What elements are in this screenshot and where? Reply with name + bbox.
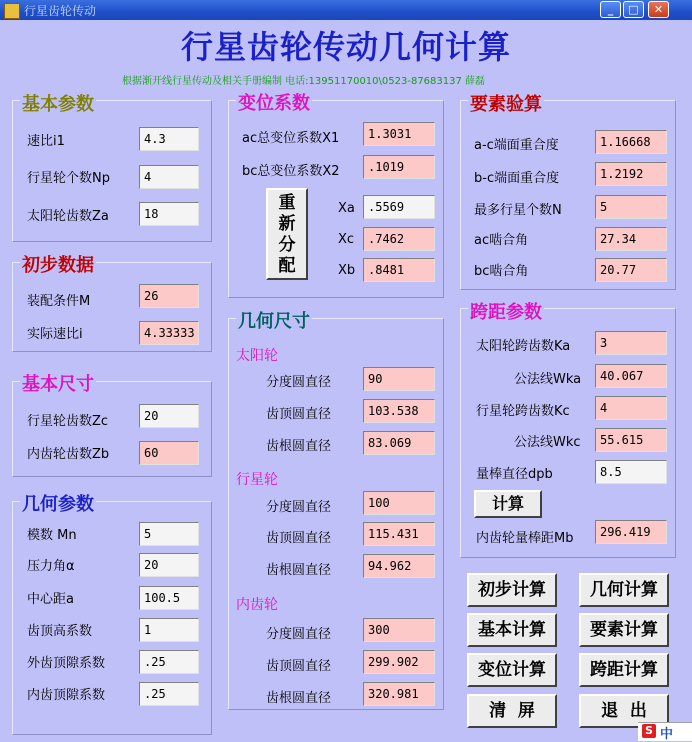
wkc-label: 公法线Wkc (514, 435, 581, 450)
sun-root-dia-output: 83.069 (363, 431, 435, 455)
sun-pitch-dia-label: 分度圆直径 (266, 375, 332, 390)
wka-label: 公法线Wka (514, 372, 582, 387)
basic-calc-button[interactable]: 基本计算 (467, 613, 557, 647)
x1-label: ac总变位系数X1 (242, 131, 340, 146)
ring-tip-dia-output: 299.902 (363, 650, 435, 674)
planet-count-input[interactable]: 4 (139, 165, 199, 189)
planet-gear-label: 行星轮 (236, 472, 278, 488)
planet-tip-dia-label: 齿顶圆直径 (266, 531, 332, 546)
span-title: 跨距参数 (468, 298, 544, 324)
close-button[interactable]: ✕ (648, 1, 669, 18)
ring-root-dia-label: 齿根圆直径 (266, 691, 332, 706)
ac-mesh-angle-output: 27.34 (595, 227, 667, 251)
addendum-coef-input[interactable]: 1 (139, 618, 199, 642)
max-planets-output: 5 (595, 195, 667, 219)
sun-root-dia-label: 齿根圆直径 (266, 439, 332, 454)
ring-pitch-dia-label: 分度圆直径 (266, 627, 332, 642)
title-bar[interactable] (0, 0, 692, 20)
initial-data-title: 初步数据 (20, 251, 96, 277)
ac-contact-ratio-output: 1.16668 (595, 130, 667, 154)
bc-mesh-angle-label: bc啮合角 (474, 264, 529, 279)
shift-calc-button[interactable]: 变位计算 (467, 653, 557, 687)
ext-clearance-input[interactable]: .25 (139, 650, 199, 674)
sun-tip-dia-label: 齿顶圆直径 (266, 407, 332, 422)
planet-count-label: 行星轮个数Np (27, 171, 110, 186)
ratio-label: 速比i1 (27, 134, 65, 149)
wka-output: 40.067 (595, 364, 667, 388)
ring-rod-distance-label: 内齿轮量棒距Mb (476, 531, 574, 546)
ring-teeth-label: 内齿轮齿数Zb (27, 447, 110, 462)
module-input[interactable]: 5 (139, 522, 199, 546)
sun-teeth-input[interactable]: 18 (139, 202, 199, 226)
pressure-angle-input[interactable]: 20 (139, 553, 199, 577)
ime-tray[interactable] (638, 722, 692, 741)
pressure-angle-label: 压力角α (27, 559, 75, 574)
planet-teeth-output: 20 (139, 404, 199, 428)
basic-params-title: 基本参数 (20, 90, 96, 116)
planet-pitch-dia-output: 100 (363, 491, 435, 515)
ime-mode-label: 中 (660, 727, 674, 742)
sun-tip-dia-output: 103.538 (363, 399, 435, 423)
check-title: 要素验算 (468, 90, 544, 116)
planet-teeth-label: 行星轮齿数Zc (27, 414, 109, 429)
ring-gear-label: 内齿轮 (236, 597, 278, 613)
sun-teeth-label: 太阳轮齿数Za (27, 209, 109, 224)
xb-label: Xb (338, 263, 356, 278)
actual-ratio-output: 4.33333 (139, 321, 199, 345)
ring-pitch-dia-output: 300 (363, 618, 435, 642)
sun-pitch-dia-output: 90 (363, 367, 435, 391)
ac-contact-ratio-label: a-c端面重合度 (474, 138, 559, 153)
element-calc-button[interactable]: 要素计算 (579, 613, 669, 647)
center-distance-input[interactable]: 100.5 (139, 586, 199, 610)
xc-output: .7462 (363, 227, 435, 251)
planet-span-teeth-output: 4 (595, 396, 667, 420)
ring-tip-dia-label: 齿顶圆直径 (266, 659, 332, 674)
addendum-coef-label: 齿顶高系数 (27, 624, 93, 639)
xa-label: Xa (338, 201, 355, 216)
geo-size-title: 几何尺寸 (236, 307, 312, 333)
planet-span-teeth-label: 行星轮跨齿数Kc (476, 404, 570, 419)
ring-root-dia-output: 320.981 (363, 682, 435, 706)
maximize-button[interactable]: □ (623, 1, 644, 18)
sogou-ime-icon: S (642, 724, 656, 738)
bc-contact-ratio-output: 1.2192 (595, 162, 667, 186)
span-calc-button[interactable]: 计算 (474, 490, 542, 518)
planet-root-dia-label: 齿根圆直径 (266, 563, 332, 578)
initial-calc-button[interactable]: 初步计算 (467, 573, 557, 607)
xa-output: .5569 (363, 195, 435, 219)
xb-output: .8481 (363, 258, 435, 282)
clear-button[interactable]: 清 屏 (467, 694, 557, 728)
ac-mesh-angle-label: ac啮合角 (474, 233, 529, 248)
span-calc-main-button[interactable]: 跨距计算 (579, 653, 669, 687)
rod-diameter-label: 量棒直径dpb (476, 467, 553, 482)
sun-gear-label: 太阳轮 (236, 348, 278, 364)
module-label: 模数 Mn (27, 528, 77, 543)
geo-calc-button[interactable]: 几何计算 (579, 573, 669, 607)
assembly-condition-label: 装配条件M (27, 294, 91, 309)
actual-ratio-label: 实际速比i (27, 327, 83, 342)
minimize-button[interactable]: _ (600, 1, 621, 18)
bc-contact-ratio-label: b-c端面重合度 (474, 171, 560, 186)
ring-teeth-output: 60 (139, 441, 199, 465)
x2-label: bc总变位系数X2 (242, 164, 340, 179)
int-clearance-label: 内齿顶隙系数 (27, 688, 106, 703)
planet-pitch-dia-label: 分度圆直径 (266, 500, 332, 515)
author-info: 根据渐开线行星传动及相关手册编制 电话:13951170010\0523-87683137 薛磊 (122, 76, 486, 87)
rod-diameter-input[interactable]: 8.5 (595, 460, 667, 484)
bc-mesh-angle-output: 20.77 (595, 258, 667, 282)
wkc-output: 55.615 (595, 428, 667, 452)
exit-button[interactable]: 退 出 (579, 694, 669, 728)
basic-size-title: 基本尺寸 (20, 370, 96, 396)
shift-coef-title: 变位系数 (236, 89, 312, 115)
x2-input[interactable]: .1019 (363, 155, 435, 179)
geo-params-title: 几何参数 (20, 490, 96, 516)
redistribute-button[interactable] (266, 188, 308, 280)
center-distance-label: 中心距a (27, 592, 74, 607)
ext-clearance-label: 外齿顶隙系数 (27, 656, 106, 671)
app-icon (4, 3, 20, 19)
planet-root-dia-output: 94.962 (363, 554, 435, 578)
planet-tip-dia-output: 115.431 (363, 522, 435, 546)
x1-input[interactable]: 1.3031 (363, 122, 435, 146)
xc-label: Xc (338, 232, 355, 247)
max-planets-label: 最多行星个数N (474, 203, 562, 218)
int-clearance-input[interactable]: .25 (139, 682, 199, 706)
redistribute-label: 重新分配 (278, 193, 296, 276)
window-title: 行星齿轮传动 (24, 4, 97, 18)
ring-rod-distance-output: 296.419 (595, 520, 667, 544)
sun-span-teeth-label: 太阳轮跨齿数Ka (476, 339, 571, 354)
assembly-condition-output: 26 (139, 284, 199, 308)
ratio-input[interactable]: 4.3 (139, 127, 199, 151)
page-title: 行星齿轮传动几何计算 (180, 28, 511, 66)
sun-span-teeth-output: 3 (595, 331, 667, 355)
